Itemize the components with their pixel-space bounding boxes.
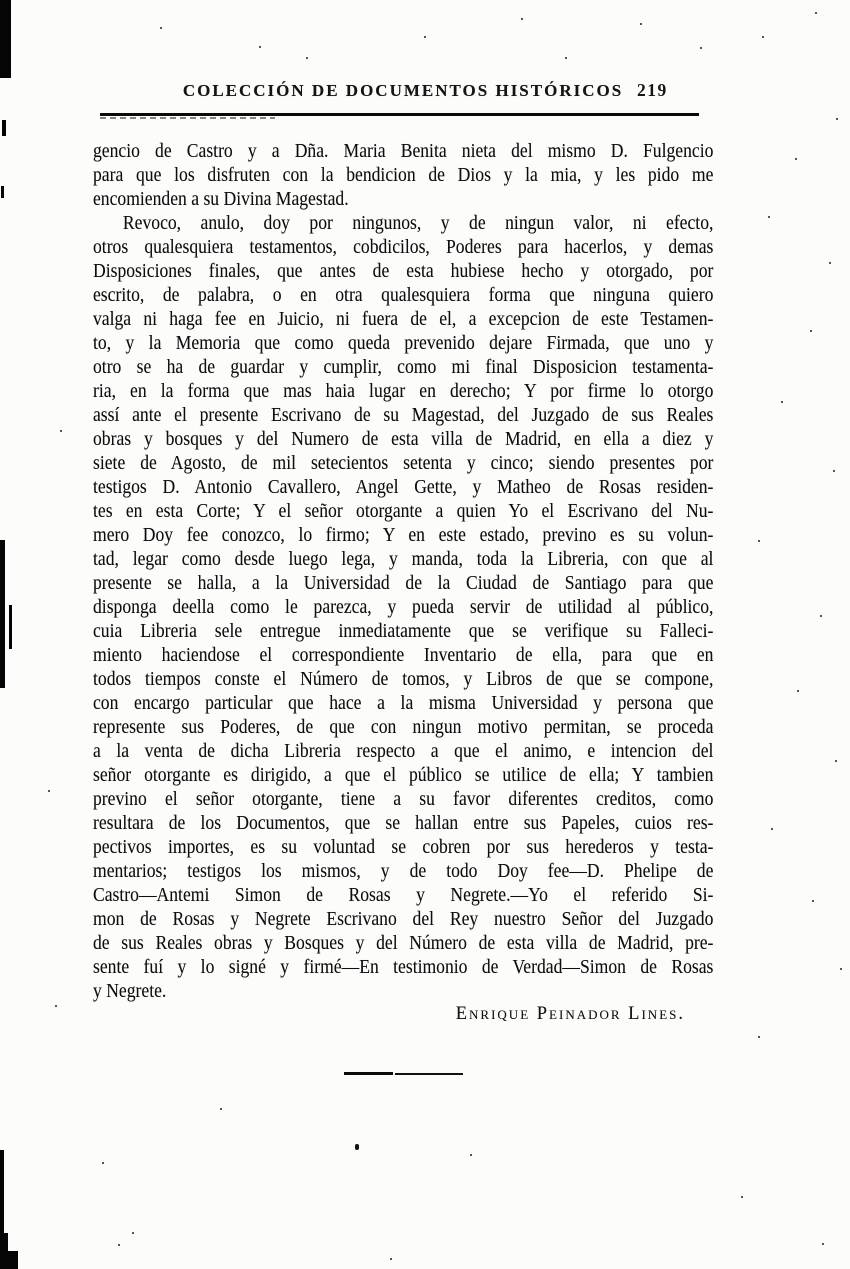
scan-speck (55, 1005, 57, 1007)
text-line: otro se ha de guardar y cumplir, como mi final Disposicion testamenta- (93, 356, 714, 378)
text-line: tes en esta Corte; Y el señor otorgante a quien Yo el Escrivano del Nu- (93, 500, 714, 522)
scan-edge-bar (1, 186, 4, 198)
text-line: assí ante el presente Escrivano de su Magestad, del Juzgado de sus Reales (93, 404, 714, 426)
scan-speck (797, 690, 799, 692)
page-number: 219 (637, 80, 668, 100)
scan-speck (306, 57, 308, 59)
scan-speck (758, 540, 760, 542)
text-line: escrito, de palabra, o en otra qualesquiera forma que ninguna quiero (93, 284, 714, 306)
text-line: y Negrete. (93, 980, 167, 1002)
text-line: Revoco, anulo, doy por ningunos, y de ningun valor, ni efecto, (122, 212, 714, 234)
scan-speck (840, 968, 842, 970)
scan-speck (741, 1196, 743, 1198)
header-rule (100, 113, 699, 116)
text-line: previno el señor otorgante, tiene a su favor diferentes creditos, como (93, 788, 714, 810)
text-line: Disposiciones finales, que antes de esta hubiese hecho y otorgado, por (93, 260, 714, 282)
scan-speck (820, 615, 822, 617)
scan-edge-bar (0, 0, 11, 78)
scan-speck (424, 36, 426, 38)
scan-speck (60, 430, 62, 432)
scan-speck (836, 118, 838, 120)
text-line: tad, legar como desde luego lega, y manda, toda la Libreria, con que al (93, 548, 714, 570)
text-line: ria, en la forma que mas haia lugar en derecho; Y por firme lo otorgo (93, 380, 714, 402)
scan-speck (640, 23, 642, 25)
text-line: obras y bosques y del Numero de esta villa de Madrid, en ella a diez y (93, 428, 714, 450)
scan-speck (810, 330, 812, 332)
text-line: mon de Rosas y Negrete Escrivano del Rey nuestro Señor del Juzgado (93, 908, 714, 930)
text-line: mentarios; testigos los mismos, y de todo Doy fee—D. Phelipe de (93, 860, 714, 882)
end-dot-mark (355, 1144, 359, 1150)
text-line: Castro—Antemi Simon de Rosas y Negrete.—Yo el referido Si- (93, 884, 714, 906)
text-line: represente sus Poderes, de que con ningun motivo permitan, se proceda (93, 716, 714, 738)
scan-speck (565, 57, 567, 59)
header-title: COLECCIÓN DE DOCUMENTOS HISTÓRICOS (182, 81, 624, 100)
text-line: con encargo particular que hace a la misma Universidad y persona que (93, 692, 714, 714)
scan-speck (390, 1258, 392, 1260)
text-line: testigos D. Antonio Cavallero, Angel Gette, y Matheo de Rosas residen- (93, 476, 714, 498)
scan-speck (768, 216, 770, 218)
scan-speck (762, 36, 764, 38)
text-line: sente fuí y lo signé y firmé—En testimonio de Verdad—Simon de Rosas (93, 956, 714, 978)
scan-edge-bar (2, 120, 6, 136)
text-line: resultara de los Documentos, que se hallan entre sus Papeles, cuios res- (93, 812, 714, 834)
scan-speck (812, 900, 814, 902)
text-line: siete de Agosto, de mil setecientos setenta y cinco; siendo presentes por (93, 452, 714, 474)
document-body (93, 139, 713, 1003)
scan-speck (470, 1154, 472, 1156)
text-line: valga ni haga fee en Juicio, ni fuera de el, a excepcion de este Testamen- (93, 308, 714, 330)
section-divider-thin (395, 1073, 463, 1075)
scan-speck (259, 46, 261, 48)
text-line: todos tiempos conste el Número de tomos, y Libros de que se compone, (93, 668, 714, 690)
text-line: gencio de Castro y a Dña. Maria Benita nieta del mismo D. Fulgencio (93, 140, 714, 162)
scan-speck (815, 12, 817, 14)
text-line: encomienden a su Divina Magestad. (93, 188, 349, 210)
text-line: señor otorgante es dirigido, a que el público se utilice de ella; Y tambien (93, 764, 714, 786)
scan-speck (48, 790, 50, 792)
text-line: disponga deella como le parezca, y pueda servir de utilidad al público, (93, 596, 714, 618)
text-line: to, y la Memoria que como queda prevenido dejare Firmada, que uno y (93, 332, 714, 354)
scan-edge-bar (0, 540, 5, 688)
text-line: mero Doy fee conozco, lo firmo; Y en este estado, previno es su volun- (93, 524, 714, 546)
scan-speck (822, 1243, 824, 1245)
scan-speck (220, 1108, 222, 1110)
scan-speck (795, 158, 797, 160)
text-line: a la venta de dicha Libreria respecto a que el animo, e intencion del (93, 740, 714, 762)
scan-edge-bar (9, 605, 12, 649)
signature: Enrique Peinador Lines. (455, 1004, 685, 1024)
text-line: miento haciendose el correspondiente Inventario de ella, para que en (93, 644, 714, 666)
text-line: presente se halla, a la Universidad de la Ciudad de Santiago para que (93, 572, 714, 594)
scan-speck (160, 27, 162, 29)
text-line: otros qualesquiera testamentos, cobdicilos, Poderes para hacerlos, y demas (93, 236, 714, 258)
scan-speck (102, 1162, 104, 1164)
scan-speck (833, 470, 835, 472)
text-line: de sus Reales obras y Bosques y del Número de esta villa de Madrid, pre- (93, 932, 714, 954)
scan-speck (118, 1244, 120, 1246)
header-rule-smudge (100, 117, 275, 119)
scan-speck (771, 828, 773, 830)
scan-edge-bar (0, 1251, 18, 1269)
scan-speck (829, 262, 831, 264)
scan-speck (758, 1036, 760, 1038)
text-line: cuia Libreria sele entregue inmediatamente que se verifique su Falleci- (93, 620, 714, 642)
text-line: para que los disfruten con la bendicion de Dios y la mia, y les pido me (93, 164, 714, 186)
scan-speck (521, 18, 523, 20)
section-divider (344, 1072, 393, 1075)
text-line: pectivos importes, es su voluntad se cobren por sus herederos y testa- (93, 836, 714, 858)
scan-speck (700, 47, 702, 49)
scan-speck (132, 1232, 134, 1234)
scan-speck (835, 760, 837, 762)
scan-speck (781, 401, 783, 403)
